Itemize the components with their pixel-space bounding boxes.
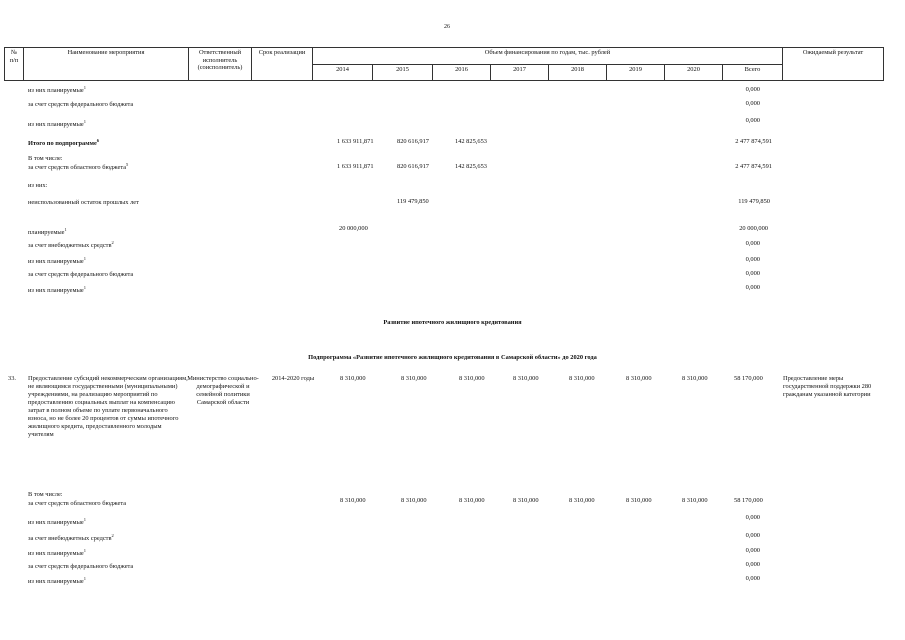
row-value-2014: 1 633 911,871: [337, 138, 374, 145]
row-value-2018: 8 310,000: [569, 497, 595, 504]
row-total: 0,000: [745, 547, 760, 554]
row-total: 0,000: [745, 561, 760, 568]
row-label: из них планируемые$^1$: [28, 516, 86, 526]
item-name: Предоставление субсидий некоммерческим организациям, не являющимся государственными (муниципальными) учреждениями, на реализацию мероприятий по предоставлению социальных выплат на компенсацию затрат в полном объеме по уплате первоначального взноса, но не более 20 процентов от суммы ипотечного жилищного кредита, предоставленного молодым учителям: [28, 375, 188, 438]
row-total: 0,000: [745, 514, 760, 521]
row-value-2015: 820 616,917: [397, 138, 429, 145]
col-funding: Объем финансирования по годам, тыс. рублей: [313, 48, 783, 65]
row-label: планируемые$^1$: [28, 226, 67, 236]
col-result: Ожидаемый результат: [783, 48, 884, 81]
row-total: 0,000: [745, 117, 760, 124]
row-label: из них планируемые$^1$: [28, 84, 86, 94]
col-total: Всего: [723, 64, 783, 81]
row-label: за счет средств федерального бюджета: [28, 101, 134, 108]
row-total: 0,000: [745, 256, 760, 263]
row-value-2016: 142 825,653: [455, 163, 487, 170]
table-header: [4, 47, 884, 81]
col-name: Наименование мероприятия: [24, 48, 189, 81]
row-value-2014: 1 633 911,871: [337, 163, 374, 170]
col-year-2016: 2016: [433, 64, 491, 81]
item-result: Предоставление меры государственной поддержки 280 гражданам указанной категории: [783, 375, 872, 398]
item-value-total: 58 170,000: [734, 375, 763, 382]
subprogram-title: Подпрограмма «Развитие ипотечного жилищного кредитования в Самарской области» до 2020 года: [308, 354, 597, 361]
item-value-2020: 8 310,000: [682, 375, 708, 382]
row-label: за счет внебюджетных средств$^2$: [28, 532, 114, 542]
section-title: Развитие ипотечного жилищного кредитования: [383, 319, 522, 326]
col-year-2014: 2014: [313, 64, 373, 81]
row-label: за счет средств федерального бюджета: [28, 563, 134, 570]
row-total: 0,000: [745, 240, 760, 247]
row-value-2017: 8 310,000: [513, 497, 539, 504]
row-total: 0,000: [745, 575, 760, 582]
row-total: 2 477 874,591: [735, 163, 772, 170]
row-total: 2 477 874,591: [735, 138, 772, 145]
row-total: 0,000: [745, 100, 760, 107]
row-label: из них планируемые$^1$: [28, 255, 86, 265]
row-label: из них планируемые$^1$: [28, 575, 86, 585]
row-label: за счет внебюджетных средств$^2$: [28, 239, 114, 249]
item-period: 2014-2020 годы: [271, 375, 315, 382]
row-value-2015: 820 616,917: [397, 163, 429, 170]
row-label: за счет средств федерального бюджета: [28, 271, 134, 278]
item-number: 33.: [8, 375, 16, 382]
col-year-2020: 2020: [665, 64, 723, 81]
row-total: 119 479,850: [738, 198, 770, 205]
row-value-2014: 8 310,000: [340, 497, 366, 504]
row-total: 20 000,000: [739, 225, 768, 232]
item-value-2018: 8 310,000: [569, 375, 595, 382]
row-value-2016: 8 310,000: [459, 497, 485, 504]
row-total: 0,000: [745, 284, 760, 291]
item-responsible: Министерство социально-демографической и семейной политики Самарской области: [187, 375, 259, 406]
row-label: неиспользованный остаток прошлых лет: [28, 199, 139, 206]
col-num: [5, 48, 24, 81]
row-value-2015: 8 310,000: [401, 497, 427, 504]
col-year-2017: 2017: [491, 64, 549, 81]
item-value-2019: 8 310,000: [626, 375, 652, 382]
row-label: из них планируемые$^1$: [28, 118, 86, 128]
row-label: из них планируемые$^1$: [28, 284, 86, 294]
item-value-2015: 8 310,000: [401, 375, 427, 382]
row-label: за счет средств областного бюджета$^5$: [28, 161, 129, 171]
col-resp: Ответственный исполнитель (соисполнитель): [189, 48, 252, 81]
row-label: В том числе:: [28, 491, 63, 498]
col-period: Срок реализации: [252, 48, 313, 81]
row-label: В том числе:: [28, 155, 63, 162]
item-value-2014: 8 310,000: [340, 375, 366, 382]
page-number: 26: [444, 24, 450, 30]
item-value-2017: 8 310,000: [513, 375, 539, 382]
col-year-2018: 2018: [549, 64, 607, 81]
item-value-2016: 8 310,000: [459, 375, 485, 382]
row-total: 0,000: [745, 270, 760, 277]
row-total: 0,000: [745, 86, 760, 93]
row-total: 58 170,000: [734, 497, 763, 504]
row-label: Итого по подпрограмме$^6$: [28, 137, 100, 147]
row-label: из них планируемые$^1$: [28, 547, 86, 557]
row-value-2015: 119 479,850: [397, 198, 429, 205]
col-num-label: № п/п: [9, 49, 19, 64]
row-value-2020: 8 310,000: [682, 497, 708, 504]
row-label: из них:: [28, 182, 48, 189]
row-value-2016: 142 825,653: [455, 138, 487, 145]
row-total: 0,000: [745, 532, 760, 539]
row-label: за счет средств областного бюджета: [28, 500, 127, 507]
row-value-2014: 20 000,000: [339, 225, 368, 232]
col-year-2019: 2019: [607, 64, 665, 81]
row-value-2019: 8 310,000: [626, 497, 652, 504]
col-year-2015: 2015: [373, 64, 433, 81]
